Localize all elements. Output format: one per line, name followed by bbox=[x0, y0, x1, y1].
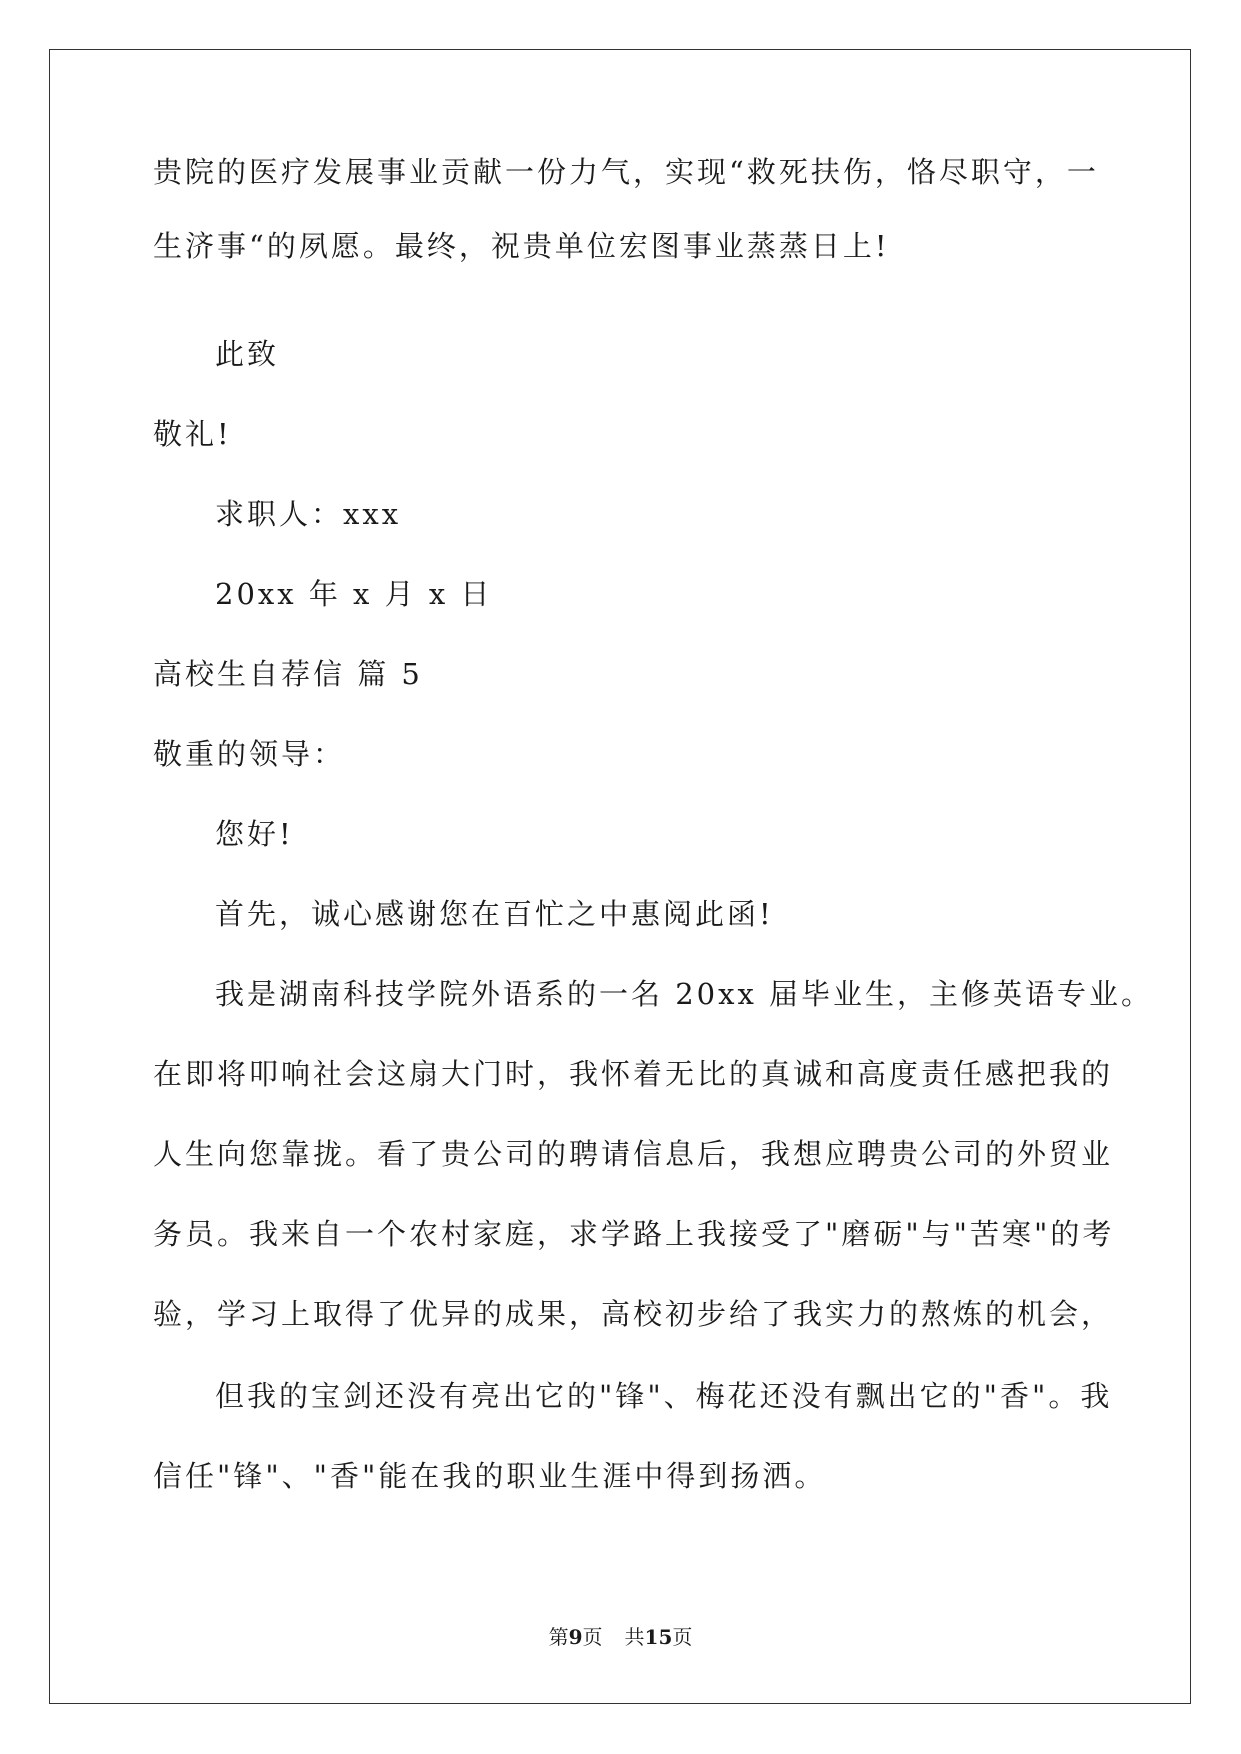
page-total-unit: 页 bbox=[672, 1625, 693, 1649]
body-paragraph-intro-line-1: 我是湖南科技学院外语系的一名 20xx 届毕业生，主修英语专业。 bbox=[215, 977, 1154, 1011]
letter-date: 20xx 年 x 月 x 日 bbox=[215, 577, 493, 611]
page-number-current: 9 bbox=[568, 1625, 583, 1649]
body-line-2: 生济事“的夙愿。最终，祝贵单位宏图事业蒸蒸日上! bbox=[153, 229, 890, 263]
page-number-unit: 页 bbox=[582, 1625, 603, 1649]
page-footer bbox=[0, 1623, 1241, 1651]
closing-salutation: 此致 bbox=[215, 337, 280, 371]
applicant-signature: 求职人：xxx bbox=[215, 497, 402, 531]
body-paragraph-intro-line-2: 在即将叩响社会这扇大门时，我怀着无比的真诚和高度责任感把我的 bbox=[153, 1057, 1114, 1091]
page-total-prefix: 共 bbox=[624, 1625, 645, 1649]
body-line-1: 贵院的医疗发展事业贡献一份力气，实现“救死扶伤，恪尽职守，一 bbox=[153, 155, 1099, 189]
body-paragraph-intro-line-4: 务员。我来自一个农村家庭，求学路上我接受了"磨砺"与"苦寒"的考 bbox=[153, 1217, 1115, 1251]
body-paragraph-intro-line-5: 验，学习上取得了优异的成果，高校初步给了我实力的熬炼的机会， bbox=[153, 1297, 1114, 1331]
greeting-hello: 您好! bbox=[215, 817, 294, 851]
body-paragraph-sword-line-1: 但我的宝剑还没有亮出它的"锋"、梅花还没有飘出它的"香"。我 bbox=[215, 1379, 1113, 1413]
body-paragraph-intro-line-3: 人生向您靠拢。看了贵公司的聘请信息后，我想应聘贵公司的外贸业 bbox=[153, 1137, 1114, 1171]
page-total-count: 15 bbox=[644, 1625, 673, 1649]
body-paragraph-thanks: 首先，诚心感谢您在百忙之中惠阅此函! bbox=[215, 897, 774, 931]
greeting-recipient: 敬重的领导： bbox=[153, 737, 346, 771]
closing-regards: 敬礼! bbox=[153, 417, 232, 451]
page-number-prefix: 第 bbox=[548, 1625, 569, 1649]
body-paragraph-sword-line-2: 信任"锋"、"香"能在我的职业生涯中得到扬洒。 bbox=[153, 1459, 827, 1493]
section-heading: 高校生自荐信 篇 5 bbox=[153, 657, 423, 691]
